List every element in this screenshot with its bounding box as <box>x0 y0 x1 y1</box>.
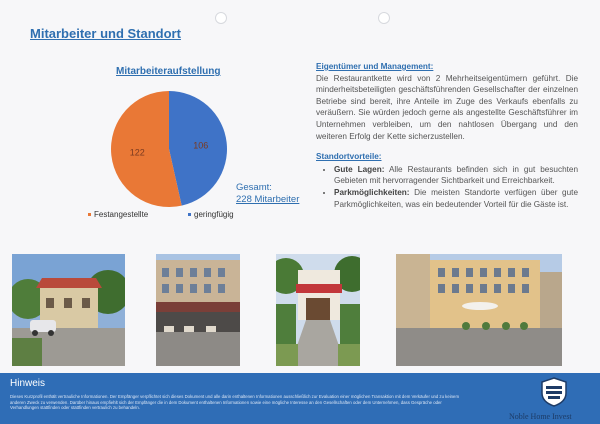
list-item-label: Parkmöglichkeiten: <box>334 187 410 197</box>
total-box <box>236 182 299 206</box>
ownership-text: Die Restaurantkette wird von 2 Mehrheitseigentümern geführt. Die minderheitsbeteiligten geschäftsführenden Gesellschafter der einzelnen Betriebe sind bereit, ihre Anteile im Zuge des Verkaufs ebenfalls zu veräußern. Sie würden jedoch gerne als angestellte Geschäftsführer im Unternehmen verbleiben, um den nahtlosen Übergang und den weiteren Erfolg der Kette sicherzustellen. <box>316 73 578 141</box>
list-item-label: Gute Lagen: <box>334 164 385 174</box>
location-list <box>316 164 578 210</box>
legend-item-geringfuegig <box>188 210 234 219</box>
page-title: Mitarbeiter und Standort <box>30 26 181 41</box>
location-heading: Standortvorteile: <box>316 152 382 162</box>
footer-heading: Hinweis <box>10 378 46 389</box>
list-item <box>334 187 578 210</box>
pie-data-label: 106 <box>193 140 209 151</box>
list-item-text: Die meisten Standorte verfügen über gute Parkmöglichkeiten, was ein bedeutender Vorteil für die Gäste ist. <box>334 187 578 209</box>
restaurant-photo-3 <box>276 254 360 366</box>
chart-title: Mitarbeiteraufstellung <box>116 66 221 77</box>
ownership-heading: Eigentümer und Management: <box>316 62 434 71</box>
list-item <box>334 164 578 187</box>
restaurant-photo-4 <box>396 254 562 366</box>
shield-logo-icon <box>540 377 568 407</box>
footer-disclaimer: Dieses Kurzprofil enthält vertrauliche Informationen. Der Empfänger verpflichtet sich dieses Dokument und alle darin enthaltenen Informationen ausschließlich zur Evaluation einer möglichen Transaktion mit dem Verkäufer und zu keinem anderen Zweck zu verwenden. Darüber hinaus empfiehlt sich der Empfänger die in dem Dokument enthaltenen Informationen sowie eine mögliche Interesse an den Gesellschaften oder dem Unternehmen, dass Gespräche oder Verhandlungen stattfinden oder stattfinden vertraulich zu behandeln. <box>10 394 460 411</box>
pie-data-label: 122 <box>129 147 145 158</box>
punch-hole <box>215 12 227 24</box>
legend-label: geringfügig <box>194 210 234 219</box>
legend-label: Festangestellte <box>94 210 149 219</box>
brand-name: Noble Home Invest <box>509 412 572 421</box>
legend-swatch-orange <box>88 213 91 216</box>
legend-item-festangestellte <box>88 210 148 219</box>
legend-swatch-blue <box>188 213 191 216</box>
restaurant-photo-2 <box>156 254 240 366</box>
text-column <box>316 61 578 210</box>
pie-chart <box>106 86 232 212</box>
list-item-text: Alle Restaurants befinden sich in gut besuchten Gebieten mit hervorragender Sichtbarkeit und Erreichbarkeit. <box>334 164 579 186</box>
restaurant-photo-1 <box>12 254 125 366</box>
total-label: Gesamt: <box>236 182 272 193</box>
punch-hole <box>378 12 390 24</box>
total-value: 228 Mitarbeiter <box>236 194 300 205</box>
